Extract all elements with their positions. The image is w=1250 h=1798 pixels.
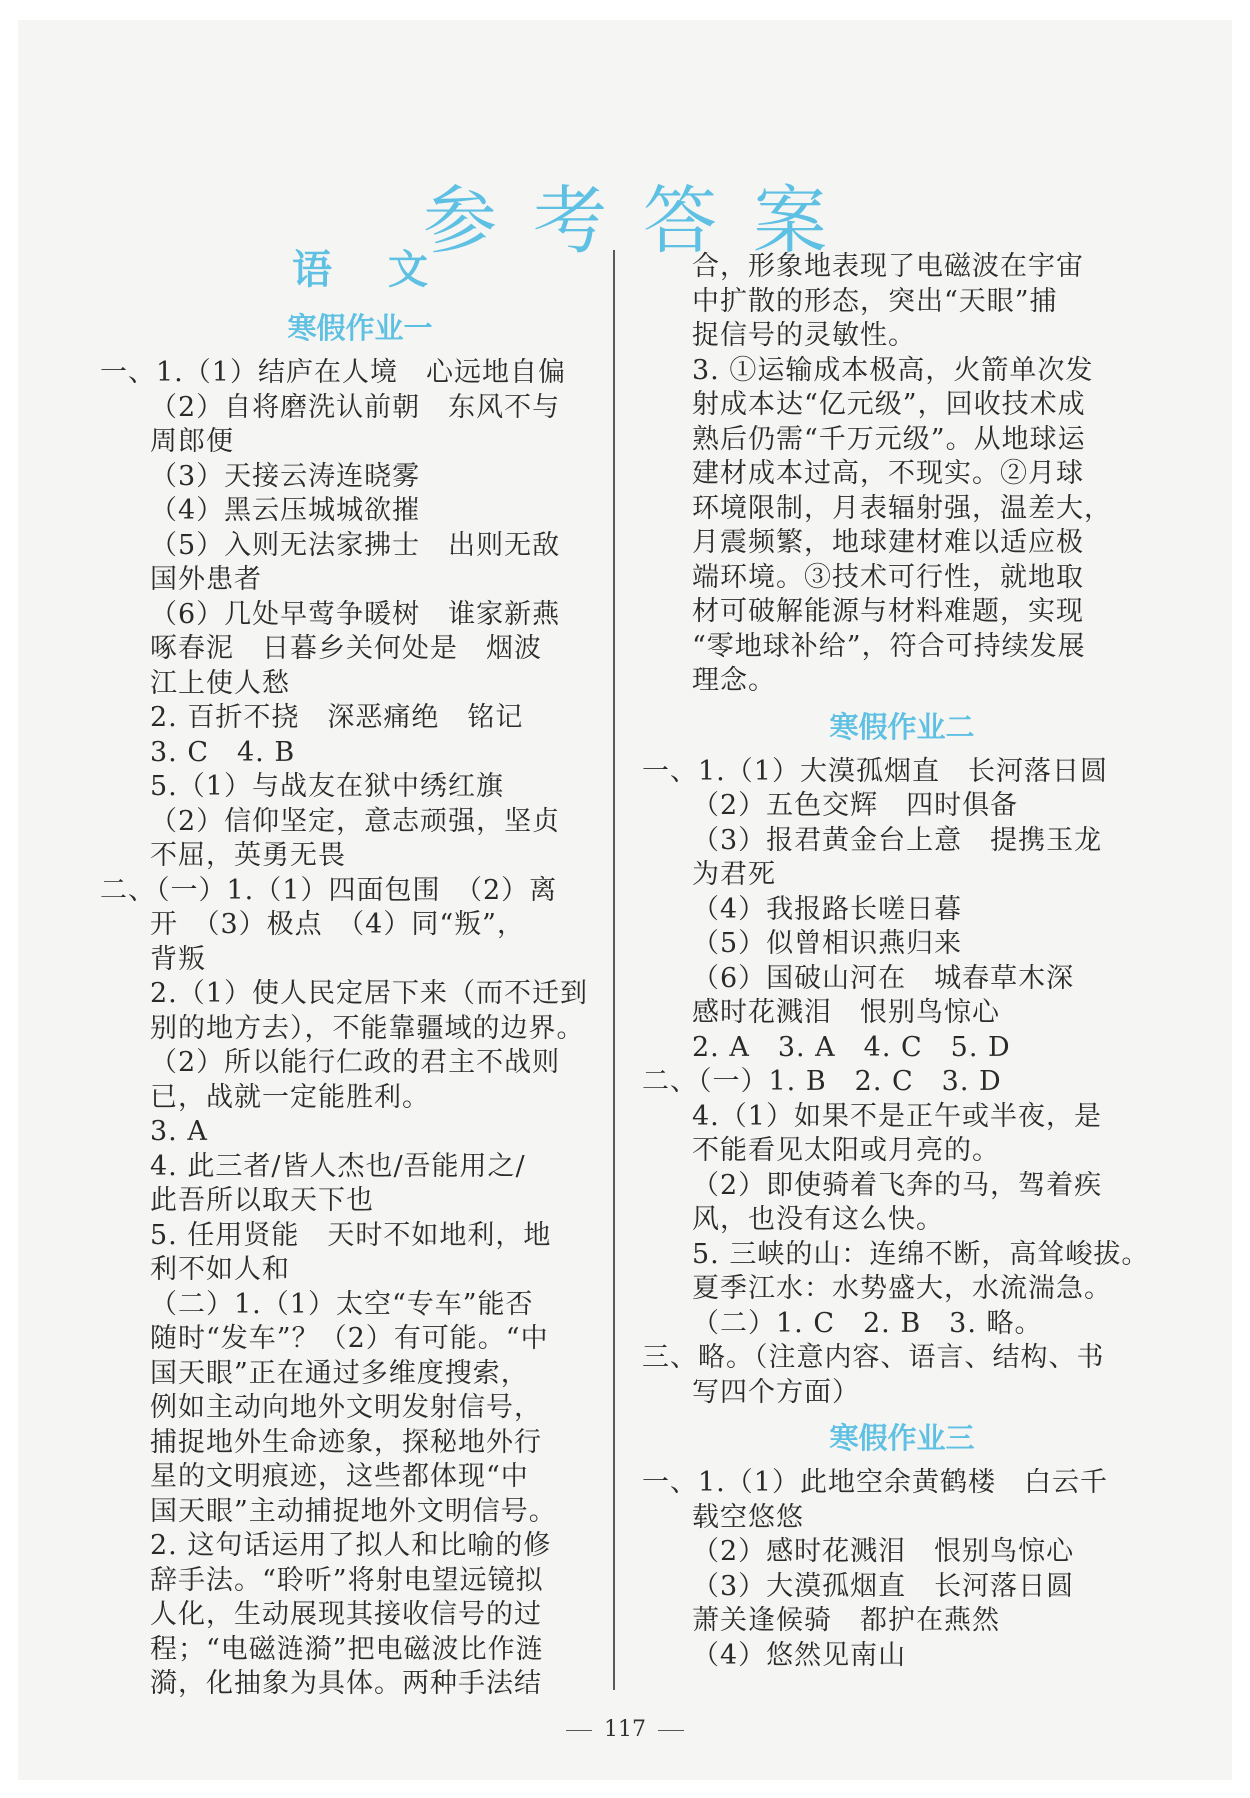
section-heading: 寒假作业三 — [829, 1421, 975, 1455]
answer-line: 别的地方去），不能靠疆域的边界。 — [150, 1012, 585, 1044]
answer-line: 捕捉地外生命迹象，探秘地外行 — [150, 1426, 542, 1458]
page-number: 117 — [604, 1717, 646, 1742]
answer-line: 熟后仍需“千万元级”。从地球运 — [692, 423, 1086, 455]
column-divider — [613, 250, 615, 1690]
answer-line: （2）五色交辉 四时俱备 — [692, 790, 1019, 821]
answer-line: 2. A 3. A 4. C 5. D — [692, 1031, 1011, 1063]
answer-line: （二）1. C 2. B 3. 略。 — [692, 1307, 1043, 1339]
answer-line: 国天眼”正在通过多维度搜索， — [150, 1357, 529, 1389]
answer-line: 2. 百折不挠 深恶痛绝 铭记 — [150, 702, 524, 733]
answer-line: （2）所以能行仁政的君主不战则 — [150, 1047, 561, 1078]
answer-line: 国外患者 — [150, 564, 262, 595]
answer-line: （4）我报路长嗟日暮 — [692, 893, 963, 925]
answer-item-start: 一、1.（1）大漠孤烟直 长河落日圆 — [642, 755, 1108, 787]
answer-line: 2.（1）使人民定居下来（而不迁到 — [150, 978, 588, 1009]
page-title: 参考答案 — [423, 177, 863, 264]
answer-line: 中扩散的形态，突出“天眼”捕 — [692, 285, 1058, 317]
answer-item-start: 一、1.（1）结庐在人境 心远地自偏 — [100, 357, 566, 388]
answer-line: 端环境。③技术可行性，就地取 — [692, 561, 1084, 593]
answer-line: 合，形象地表现了电磁波在宇宙 — [692, 251, 1084, 282]
answer-line: 理念。 — [692, 665, 776, 696]
page-footer — [0, 1717, 1250, 1742]
answer-line: 为君死 — [692, 859, 776, 890]
answer-line: 开 （3）极点 （4）同“叛”， — [150, 909, 525, 940]
answer-line: 例如主动向地外文明发射信号， — [150, 1392, 542, 1423]
answer-line: 月震频繁，地球建材难以适应极 — [692, 527, 1084, 558]
answer-line: （2）自将磨洗认前朝 东风不与 — [150, 391, 561, 423]
answer-item-start: 一、1.（1）此地空余黄鹤楼 白云千 — [642, 1467, 1108, 1498]
answer-line: 萧关逢候骑 都护在燕然 — [692, 1605, 1000, 1636]
answer-item-start: 三、略。（注意内容、语言、结构、书 — [642, 1342, 1105, 1373]
answer-line: 随时“发车”？（2）有可能。“中 — [150, 1323, 549, 1354]
answer-line: 啄春泥 日暮乡关何处是 烟波 — [150, 633, 542, 664]
answer-line: 程；“电磁涟漪”把电磁波比作涟 — [150, 1633, 544, 1665]
answer-item-start: 二、（一）1. B 2. C 3. D — [642, 1066, 1002, 1097]
answer-line: 不屈，英勇无畏 — [150, 840, 346, 871]
answer-line: 利不如人和 — [150, 1254, 290, 1285]
answer-line: （6）国破山河在 城春草木深 — [692, 962, 1075, 994]
answer-line: （5）入则无法家拂士 出则无敌 — [150, 529, 561, 561]
answer-line: （4）黑云压城城欲摧 — [150, 495, 421, 526]
answer-line: 国天眼”主动捕捉地外文明信号。 — [150, 1495, 557, 1527]
answer-line: 风，也没有这么快。 — [692, 1204, 944, 1235]
answer-line: “零地球补给”，符合可持续发展 — [692, 630, 1086, 662]
left-column — [100, 240, 590, 1702]
answer-line: 材可破解能源与材料难题，实现 — [692, 596, 1084, 627]
answer-line: 周郎便 — [150, 426, 234, 457]
answer-line: 已，战就一定能胜利。 — [150, 1081, 430, 1113]
answer-line: （5）似曾相识燕归来 — [692, 928, 963, 959]
answer-line: 不能看见太阳或月亮的。 — [692, 1135, 1000, 1166]
section-heading: 寒假作业二 — [829, 709, 975, 744]
answer-line: 3. A — [150, 1116, 208, 1147]
footer-dash-right — [658, 1730, 684, 1731]
answer-line: （2）即使骑着飞奔的马，驾着疾 — [692, 1169, 1103, 1201]
answer-line: 环境限制，月表辐射强，温差大， — [692, 492, 1112, 524]
answer-line: 背叛 — [150, 943, 206, 975]
answer-line: （2）感时花溅泪 恨别鸟惊心 — [692, 1536, 1075, 1567]
right-column — [642, 250, 1150, 1673]
answer-line: 3. C 4. B — [150, 736, 296, 768]
subject-heading: 语文 — [292, 246, 484, 293]
answer-line: 星的文明痕迹，这些都体现“中 — [150, 1461, 529, 1492]
answer-line: 建材成本过高，不现实。②月球 — [692, 458, 1084, 489]
section-heading: 寒假作业一 — [287, 311, 433, 345]
answer-line: 3. ①运输成本极高，火箭单次发 — [692, 354, 1094, 386]
answer-line: 感时花溅泪 恨别鸟惊心 — [692, 997, 1000, 1028]
answer-line: 人化，生动展现其接收信号的过 — [150, 1599, 542, 1630]
footer-dash-left — [566, 1730, 592, 1731]
answer-line: （2）信仰坚定，意志顽强，坚贞 — [150, 805, 561, 837]
answer-line: 射成本达“亿元级”，回收技术成 — [692, 389, 1086, 420]
answer-line: 写四个方面） — [692, 1376, 860, 1408]
answer-line: 捉信号的灵敏性。 — [692, 320, 916, 351]
answer-item-start: 二、（一）1.（1）四面包围 （2）离 — [100, 874, 558, 906]
answer-line: 此吾所以取天下也 — [150, 1185, 374, 1216]
answer-line: 辞手法。“聆听”将射电望远镜拟 — [150, 1564, 544, 1596]
answer-line: 2. 这句话运用了拟人和比喻的修 — [150, 1530, 552, 1561]
answer-line: 5.（1）与战友在狱中绣红旗 — [150, 771, 504, 802]
answer-line: （6）几处早莺争暖树 谁家新燕 — [150, 598, 561, 630]
answer-line: 4. 此三者/皆人杰也/吾能用之/ — [150, 1150, 526, 1182]
answer-line: 载空悠悠 — [692, 1501, 804, 1533]
answer-line: （3）天接云涛连晓雾 — [150, 460, 421, 492]
answer-line: 江上使人愁 — [150, 667, 290, 699]
answer-line: 夏季江水：水势盛大，水流湍急。 — [692, 1273, 1112, 1304]
answer-line: 5. 三峡的山：连绵不断，高耸峻拔。 — [692, 1238, 1150, 1270]
answer-line: （3）报君黄金台上意 提携玉龙 — [692, 824, 1103, 856]
answer-line: （3）大漠孤烟直 长河落日圆 — [692, 1570, 1075, 1602]
answer-line: （4）悠然见南山 — [692, 1639, 907, 1671]
answer-line: 漪，化抽象为具体。两种手法结 — [150, 1668, 542, 1699]
answer-line: 5. 任用贤能 天时不如地利，地 — [150, 1219, 552, 1251]
answer-line: 4.（1）如果不是正午或半夜，是 — [692, 1100, 1102, 1132]
answer-line: （二）1.（1）太空“专车”能否 — [150, 1288, 534, 1320]
